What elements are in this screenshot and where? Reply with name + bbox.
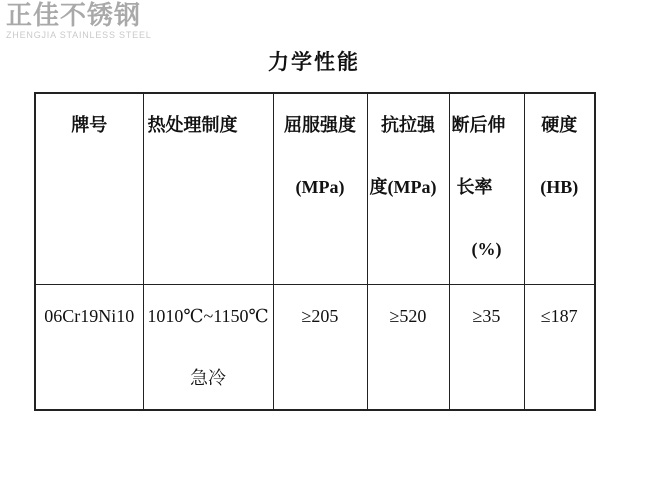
table-row — [35, 285, 595, 411]
header-unit: (%) — [471, 239, 502, 259]
cell-elongation-value — [449, 285, 524, 411]
yield-strength-value: ≥205 — [301, 306, 339, 326]
logo-subtitle: ZHENGJIA STAINLESS STEEL — [6, 30, 152, 40]
elongation-value: ≥35 — [472, 306, 501, 326]
header-cell-yield-strength — [273, 93, 367, 285]
header-cell-hardness — [524, 93, 595, 285]
logo — [6, 2, 152, 40]
header-label: 断后伸 — [451, 115, 506, 135]
header-label: 屈服强度 — [284, 115, 356, 135]
cell-heat-treatment-value — [143, 285, 273, 411]
header-unit: 度(MPa) — [369, 177, 437, 197]
hardness-value: ≤187 — [540, 306, 578, 326]
heat-treatment-temperature: 1010℃~1150℃ — [147, 306, 269, 326]
header-label: 热处理制度 — [147, 115, 238, 135]
header-cell-tensile-strength — [367, 93, 449, 285]
header-label: 硬度 — [541, 115, 578, 135]
cell-tensile-strength-value — [367, 285, 449, 411]
header-label: 牌号 — [71, 115, 108, 135]
page-title: 力学性能 — [268, 50, 360, 74]
tensile-strength-value: ≥520 — [389, 306, 427, 326]
heat-treatment-cooling: 急冷 — [190, 368, 226, 388]
cell-hardness-value — [524, 285, 595, 411]
header-unit: (MPa) — [295, 177, 345, 197]
header-unit: (HB) — [540, 177, 579, 197]
cell-yield-strength-value — [273, 285, 367, 411]
grade-value: 06Cr19Ni10 — [44, 306, 135, 326]
header-label: 长率 — [456, 177, 493, 197]
logo-text: 正佳不锈钢 — [6, 0, 142, 30]
cell-grade-value — [35, 285, 143, 411]
table-header-row — [35, 93, 595, 285]
header-cell-heat-treatment — [143, 93, 273, 285]
header-cell-grade — [35, 93, 143, 285]
header-cell-elongation — [449, 93, 524, 285]
header-label: 抗拉强 — [381, 115, 435, 135]
mechanical-properties-table — [34, 92, 596, 411]
